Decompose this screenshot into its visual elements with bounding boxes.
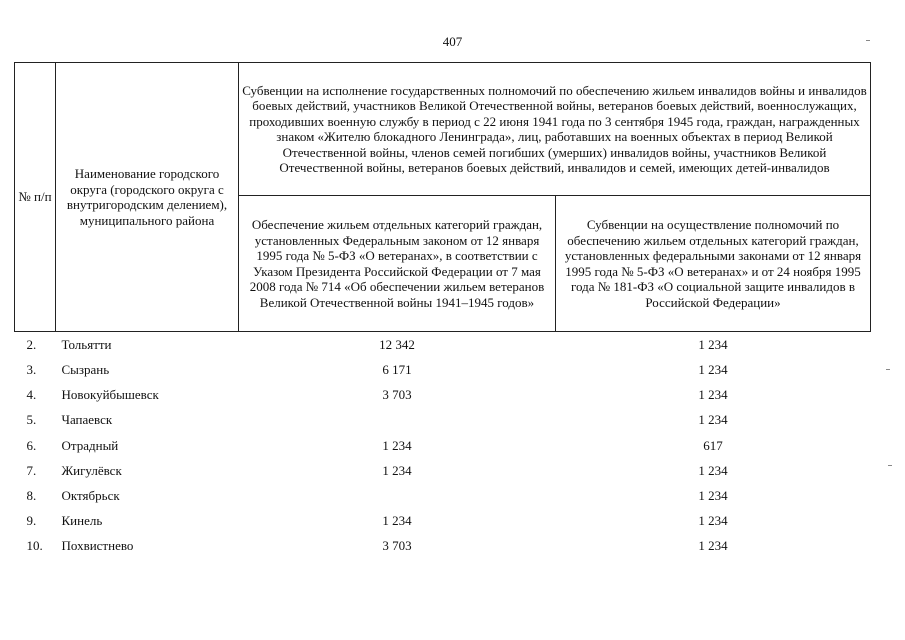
row-value-a: 3 703 <box>382 387 412 403</box>
row-value-b: 1 234 <box>698 412 728 428</box>
row-value-a: 1 234 <box>382 513 412 529</box>
table-row <box>15 483 871 508</box>
row-name: Октябрьск <box>61 487 120 503</box>
row-name: Новокуйбышевск <box>61 387 159 403</box>
row-number: 6. <box>26 437 37 453</box>
row-name: Тольятти <box>61 336 112 352</box>
table-row <box>15 408 871 433</box>
row-value-a <box>239 483 556 508</box>
row-number: 10. <box>26 538 43 554</box>
margin-tick <box>886 369 890 370</box>
row-value-b: 1 234 <box>698 336 728 352</box>
row-name: Сызрань <box>61 362 110 378</box>
row-number: 9. <box>26 513 37 529</box>
row-value-b: 1 234 <box>698 462 728 478</box>
table-row <box>15 357 871 382</box>
margin-tick <box>866 40 870 41</box>
row-value-a: 12 342 <box>379 336 415 352</box>
row-value-a: 1 234 <box>382 437 412 453</box>
table-row <box>15 433 871 458</box>
header-main: Субвенции на исполнение государственных полномочий по обеспечению жильем инвалидов войны и инвалидов боевых действий, участников Великой Отечественной войны, ветеранов боевых действий, военнослужащих, проходивших военную службу в период с 22 июня 1941 года по 3 сентября 1945 года, граждан, награжденных знаком «Жителю блокадного Ленинграда», лиц, работавших на военных объектах в период Великой Отечественной войны, членов семей погибших (умерших) инвалидов войны, участников Великой Отечественной войны, ветеранов боевых действий, инвалидов и семей, имеющих детей-инвалидов <box>239 63 871 196</box>
row-value-b: 1 234 <box>698 362 728 378</box>
table-row <box>15 332 871 358</box>
row-number: 2. <box>26 336 37 352</box>
header-sub-b: Субвенции на осуществление полномочий по обеспечению жильем отдельных категорий граждан, установленных федеральными законами от 12 января 1995 года № 5-ФЗ «О ветеранах» и от 24 ноября 1995 года № 181-ФЗ «О социальной защите инвалидов в Российской Федерации» <box>556 196 871 332</box>
table-row <box>15 534 871 559</box>
table-row <box>15 508 871 533</box>
row-value-a: 6 171 <box>382 362 412 378</box>
row-value-b: 1 234 <box>698 513 728 529</box>
row-name: Отрадный <box>61 437 119 453</box>
row-value-b: 1 234 <box>698 387 728 403</box>
header-sub-a: Обеспечение жильем отдельных категорий граждан, установленных Федеральным законом от 12 января 1995 года № 5-ФЗ «О ветеранах», в соответствии с Указом Президента Российской Федерации от 7 мая 2008 года № 714 «Об обеспечении жильем ветеранов Великой Отечественной войны 1941–1945 годов» <box>239 196 556 332</box>
margin-tick <box>888 465 892 466</box>
row-value-b: 1 234 <box>698 538 728 554</box>
table-row <box>15 382 871 407</box>
row-number: 7. <box>26 462 37 478</box>
row-number: 4. <box>26 387 37 403</box>
row-value-a <box>239 408 556 433</box>
row-number: 3. <box>26 362 37 378</box>
header-name: Наименование городского округа (городского округа с внутригородским делением), муниципального района <box>56 63 239 332</box>
page-number: 407 <box>442 34 463 49</box>
row-number: 5. <box>26 412 37 428</box>
row-value-a: 3 703 <box>382 538 412 554</box>
row-value-b: 617 <box>703 437 723 453</box>
row-name: Похвистнево <box>61 538 134 554</box>
row-name: Жигулёвск <box>61 462 122 478</box>
subvention-table <box>14 62 871 559</box>
row-value-b: 1 234 <box>698 487 728 503</box>
row-name: Кинель <box>61 513 103 529</box>
table-body <box>15 332 871 559</box>
header-number: № п/п <box>15 63 56 332</box>
row-name: Чапаевск <box>61 412 113 428</box>
row-number: 8. <box>26 487 37 503</box>
row-value-a: 1 234 <box>382 462 412 478</box>
table-row <box>15 458 871 483</box>
